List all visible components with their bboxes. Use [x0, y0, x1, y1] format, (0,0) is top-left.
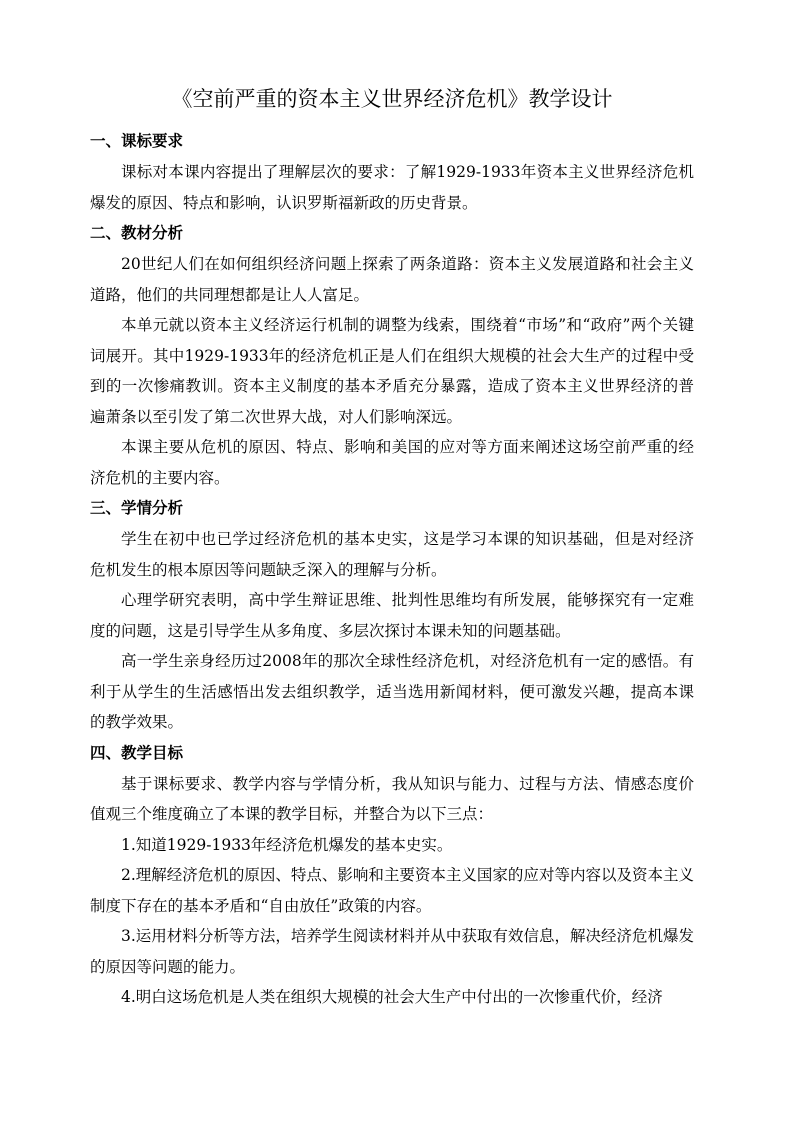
- paragraph: 课标对本课内容提出了理解层次的要求：了解1929-1933年资本主义世界经济危机爆发的原因、特点和影响，认识罗斯福新政的历史背景。: [90, 163, 694, 212]
- paragraph: 心理学研究表明，高中学生辩证思维、批判性思维均有所发展，能够探究有一定难度的问题，这是引导学生从多角度、多层次探讨本课未知的问题基础。: [90, 591, 694, 640]
- objective-item: 1.知道1929-1933年经济危机爆发的基本史实。: [121, 835, 453, 854]
- section-heading: 四、教学目标: [90, 743, 184, 762]
- section-curriculum-standards: [90, 126, 694, 218]
- paragraph: 基于课标要求、教学内容与学情分析，我从知识与能力、过程与方法、情感态度价值观三个维度确立了本课的教学目标，并整合为以下三点：: [90, 774, 694, 823]
- paragraph: 学生在初中也已学过经济危机的基本史实，这是学习本课的知识基础，但是对经济危机发生的根本原因等问题缺乏深入的理解与分析。: [90, 530, 694, 579]
- section-heading: 三、学情分析: [90, 499, 184, 517]
- section-heading: 一、课标要求: [90, 132, 184, 150]
- objective-item: 2.理解经济危机的原因、特点、影响和主要资本主义国家的应对等内容以及资本主义制度下存在的基本矛盾和“自由放任”政策的内容。: [90, 866, 694, 915]
- paragraph: 高一学生亲身经历过2008年的那次全球性经济危机，对经济危机有一定的感悟。有利于从学生的生活感悟出发去组织教学，适当选用新闻材料，便可激发兴趣，提高本课的教学效果。: [90, 652, 694, 731]
- objective-item: 3.运用材料分析等方法，培养学生阅读材料并从中获取有效信息，解决经济危机爆发的原因等问题的能力。: [90, 927, 694, 976]
- paragraph: 本单元就以资本主义经济运行机制的调整为线索，围绕着“市场”和“政府”两个关键词展开。其中1929-1933年的经济危机正是人们在组织大规模的社会大生产的过程中受到的一次惨痛教训。资本主义制度的基本矛盾充分暴露，造成了资本主义世界经济的普遍萧条以至引发了第二次世界大战，对人们影响深远。: [90, 316, 694, 426]
- paragraph: 本课主要从危机的原因、特点、影响和美国的应对等方面来阐述这场空前严重的经济危机的主要内容。: [90, 438, 694, 487]
- section-learner-analysis: [90, 493, 694, 738]
- paragraph: 20世纪人们在如何组织经济问题上探索了两条道路：资本主义发展道路和社会主义道路，他们的共同理想都是让人人富足。: [90, 255, 694, 304]
- section-textbook-analysis: [90, 218, 694, 493]
- document-title: 《空前严重的资本主义世界经济危机》教学设计: [171, 87, 613, 111]
- section-heading: 二、教材分析: [90, 224, 184, 242]
- section-teaching-objectives: [90, 738, 694, 1013]
- objective-item: 4.明白这场危机是人类在组织大规模的社会大生产中付出的一次惨重代价，经济: [121, 988, 663, 1006]
